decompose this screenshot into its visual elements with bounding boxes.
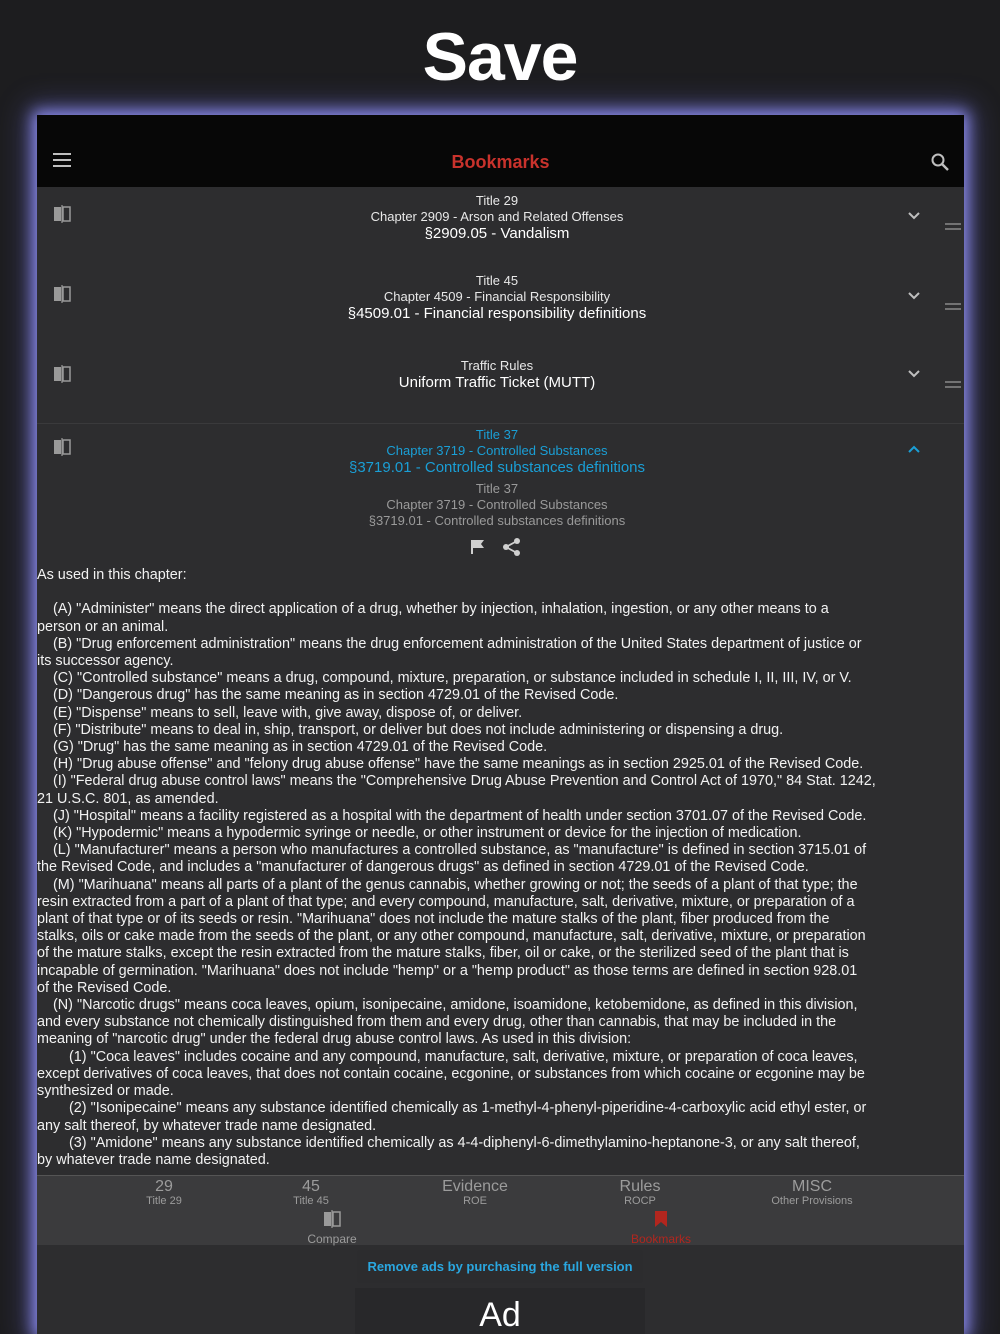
- tab-misc[interactable]: [747, 1178, 877, 1208]
- tab-sublabel: Title 45: [293, 1195, 329, 1207]
- section-actions: [470, 537, 530, 557]
- tab-sublabel: ROE: [463, 1195, 487, 1207]
- compare-icon: [323, 1210, 341, 1228]
- bookmark-chapter: Chapter 3719 - Controlled Substances: [386, 443, 608, 458]
- chevron-down-icon[interactable]: [907, 289, 921, 303]
- tab-sublabel: ROCP: [624, 1195, 656, 1207]
- search-icon[interactable]: [930, 152, 950, 172]
- bookmark-row[interactable]: [37, 187, 942, 267]
- drag-handle-icon[interactable]: [945, 380, 961, 390]
- bookmark-section: Uniform Traffic Ticket (MUTT): [398, 374, 596, 391]
- bookmark-title: Title 45: [475, 273, 519, 288]
- app-screen: [37, 115, 964, 1334]
- page-title: Bookmarks: [451, 152, 550, 172]
- tab-label: Rules: [619, 1178, 661, 1195]
- tab-title-45[interactable]: [246, 1178, 376, 1208]
- promo-headline: Save: [422, 19, 578, 95]
- bookmark-section: §2909.05 - Vandalism: [424, 225, 570, 242]
- tab-label: Compare: [307, 1232, 357, 1246]
- bookmark-detail-chapter: Chapter 3719 - Controlled Substances: [386, 497, 608, 512]
- bookmark-icon: [654, 1210, 668, 1228]
- bookmark-chapter: Chapter 2909 - Arson and Related Offenses: [370, 209, 624, 224]
- tab-label: Bookmarks: [630, 1232, 692, 1246]
- tab-label: 29: [155, 1178, 173, 1195]
- tab-bookmarks[interactable]: [596, 1210, 726, 1246]
- ad-placeholder[interactable]: Ad: [355, 1288, 645, 1334]
- bookmark-detail-section: §3719.01 - Controlled substances definitions: [368, 513, 626, 528]
- bookmark-row[interactable]: [37, 267, 942, 347]
- tab-rules[interactable]: [575, 1178, 705, 1208]
- tab-sublabel: Other Provisions: [771, 1195, 853, 1207]
- chevron-up-icon[interactable]: [907, 442, 921, 456]
- bookmark-title: Title 29: [475, 193, 519, 208]
- chevron-down-icon[interactable]: [907, 209, 921, 223]
- bookmark-detail-title: Title 37: [475, 481, 519, 496]
- drag-handle-icon[interactable]: [945, 302, 961, 312]
- share-icon[interactable]: [502, 537, 522, 557]
- bookmark-title: Traffic Rules: [460, 358, 534, 373]
- tab-sublabel: Title 29: [146, 1195, 182, 1207]
- tab-evidence[interactable]: [410, 1178, 540, 1208]
- bookmark-chapter: Chapter 4509 - Financial Responsibility: [383, 289, 611, 304]
- bookmark-section: §3719.01 - Controlled substances definitions: [348, 459, 646, 476]
- statute-text: As used in this chapter: (A) "Administer" means the direct application of a drug, whether by injection, inhalation, ingestion, or any other means to a person or an animal. (B) "Drug enforcement administration" means the drug enforcement administration of the United States department of justice or its successor agency. (C) "Controlled substance" means a drug, compound, mixture, preparation, or substance included in schedule I, II, III, IV, or V. (D) "Dangerous drug" has the same meaning as in section 4729.01 of the Revised Code. (E) "Dispense" means to sell, leave with, give away, dispose of, or deliver. (F) "Distribute" means to deal in, ship, transport, or deliver but does not include administering or dispensing a drug. (G) "Drug" has the same meaning as in section 4729.01 of the Revised Code. (H) "Drug abuse offense" and "felony drug abuse offense" have the same meanings as in section 2925.01 of the Revised Code. (I) "Federal drug abuse control laws" means the "Comprehensive Drug Abuse Prevention and Control Act of 1970," 84 Stat. 1242, 21 U.S.C. 801, as amended. (J) "Hospital" means a facility registered as a hospital with the department of health under section 3701.07 of the Revised Code. (K) "Hypodermic" means a hypodermic syringe or needle, or other instrument or device for the injection of medication. (L) "Manufacturer" means a person who manufactures a controlled substance, as "manufacture" is defined in section 3715.01 of the Revised Code, and includes a "manufacturer of dangerous drugs" as defined in section 4729.01 of the Revised Code. (M) "Marihuana" means all parts of a plant of the genus cannabis, whether growing or not; the seeds of a plant of that type; the resin extracted from a part of a plant of that type; and every compound, manufacture, salt, derivative, mixture, or preparation of a plant of that type or of its seeds or resin. "Marihuana" does not include the mature stalks of the plant, fiber produced from the stalks, oils or cake made from the seeds of the plant, or any other compound, manufacture, salt, derivative, mixture, or preparation of the mature stalks, except the resin extracted from the mature stalks, fiber, oil or cake, or the sterilized seed of the plant that is incapable of germination. "Marihuana" does not include "hemp" or a "hemp product" as those terms are defined in section 928.01 of the Revised Code. (N) "Narcotic drugs" means coca leaves, opium, isonipecaine, amidone, isoamidone, ketobemidone, as defined in this division, and every substance not chemically distinguished from them and every drug, other than cannabis, that may be included in the meaning of "narcotic drug" under the federal drug abuse control laws. As used in this division: (1) "Coca leaves" includes cocaine and any compound, manufacture, salt, derivative, mixture, or preparation of coca leaves, except derivatives of coca leaves, that does not contain cocaine, ecgonine, or substances from which cocaine or ecgonine may be synthesized or made. (2) "Isonipecaine" means any substance identified chemically as 1-methyl-4-phenyl-piperidine-4-carboxylic acid ethyl ester, or any salt thereof, by whatever trade name designated. (3) "Amidone" means any substance identified chemically as 4-4-diphenyl-6-dimethylamino-heptanone-3, or any salt thereof, by whatever trade name designated.: [37, 567, 876, 1168]
- bookmark-section: §4509.01 - Financial responsibility definitions: [347, 305, 647, 322]
- tab-label: 45: [302, 1178, 320, 1195]
- remove-ads-link[interactable]: Remove ads by purchasing the full version: [357, 1250, 643, 1283]
- tab-title-29[interactable]: [99, 1178, 229, 1208]
- bookmark-row[interactable]: [37, 347, 942, 423]
- chevron-down-icon[interactable]: [907, 367, 921, 381]
- flag-icon[interactable]: [470, 539, 486, 555]
- top-toolbar: [37, 115, 964, 187]
- tab-compare[interactable]: [267, 1210, 397, 1246]
- tab-label: MISC: [792, 1178, 832, 1195]
- tab-label: Evidence: [442, 1178, 508, 1195]
- drag-handle-icon[interactable]: [945, 222, 961, 232]
- bookmark-title: Title 37: [475, 427, 519, 442]
- bottom-tab-bar: [37, 1175, 964, 1245]
